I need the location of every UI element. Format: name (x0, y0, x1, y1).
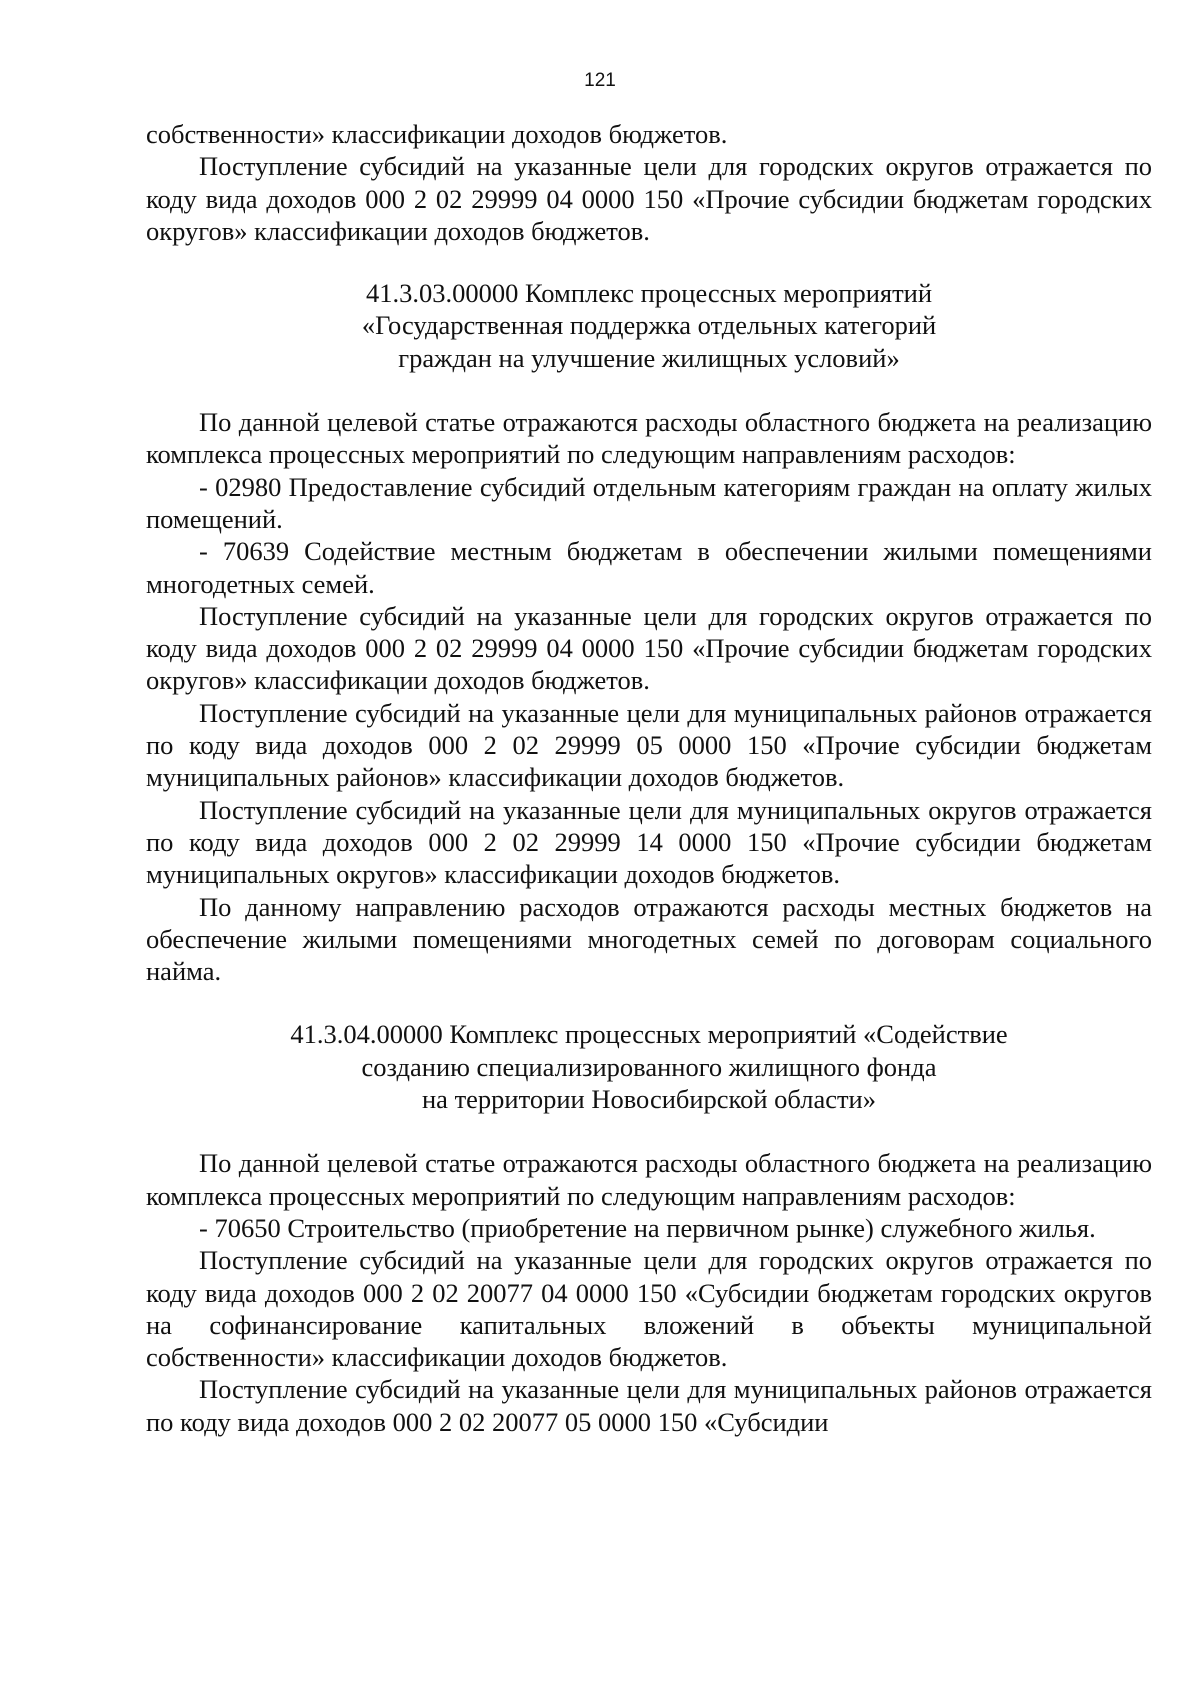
paragraph: По данной целевой статье отражаются расходы областного бюджета на реализацию комплекса процессных мероприятий по следующим направлениям расходов: (146, 1148, 1152, 1211)
paragraph: По данной целевой статье отражаются расходы областного бюджета на реализацию комплекса процессных мероприятий по следующим направлениям расходов: (146, 407, 1152, 470)
section-heading-41-3-03 (146, 277, 1152, 374)
paragraph: Поступление субсидий на указанные цели для муниципальных округов отражается по коду вида доходов 000 2 02 29999 14 0000 150 «Прочие субсидии бюджетам муниципальных округов» классификации доходов бюджетов. (146, 794, 1152, 890)
heading-line: 41.3.03.00000 Комплекс процессных мероприятий (365, 278, 933, 309)
continuation-text: собственности» классификации доходов бюджетов. (146, 119, 728, 149)
heading-line: «Государственная поддержка отдельных категорий (361, 310, 937, 341)
list-item: - 70639 Содействие местным бюджетам в обеспечении жилыми помещениями многодетных семей. (146, 536, 1152, 599)
paragraph: Поступление субсидий на указанные цели для городских округов отражается по коду вида доходов 000 2 02 29999 04 0000 150 «Прочие субсидии бюджетам городских округов» классификации доходов бюджетов. (146, 600, 1152, 696)
paragraph: Поступление субсидий на указанные цели для городских округов отражается по коду вида доходов 000 2 02 20077 04 0000 150 «Субсидии бюджетам городских округов на софинансирование капитальных вложений в объекты муниципальной собственности» классификации доходов бюджетов. (146, 1245, 1152, 1373)
paragraph: Поступление субсидий на указанные цели для городских округов отражается по коду вида доходов 000 2 02 29999 04 0000 150 «Прочие субсидии бюджетам городских округов» классификации доходов бюджетов. (146, 151, 1152, 246)
paragraph: По данному направлению расходов отражаются расходы местных бюджетов на обеспечение жилыми помещениями многодетных семей по договорам социального найма. (146, 891, 1152, 987)
heading-line: 41.3.04.00000 Комплекс процессных мероприятий «Содействие (290, 1019, 1008, 1050)
section-heading-41-3-04 (146, 1018, 1152, 1115)
heading-line: на территории Новосибирской области» (422, 1084, 876, 1115)
page-number: 121 (584, 70, 616, 91)
heading-line: граждан на улучшение жилищных условий» (398, 342, 900, 373)
list-item: - 02980 Предоставление субсидий отдельным категориям граждан на оплату жилых помещений. (146, 471, 1152, 534)
paragraph: Поступление субсидий на указанные цели для муниципальных районов отражается по коду вида доходов 000 2 02 29999 05 0000 150 «Прочие субсидии бюджетам муниципальных районов» классификации доходов бюджетов. (146, 697, 1152, 793)
document-body (146, 118, 1152, 1438)
list-item: - 70650 Строительство (приобретение на первичном рынке) служебного жилья. (199, 1212, 1096, 1243)
paragraph: Поступление субсидий на указанные цели для муниципальных районов отражается по коду вида доходов 000 2 02 20077 05 0000 150 «Субсидии (146, 1374, 1152, 1437)
heading-line: созданию специализированного жилищного фонда (361, 1051, 937, 1082)
